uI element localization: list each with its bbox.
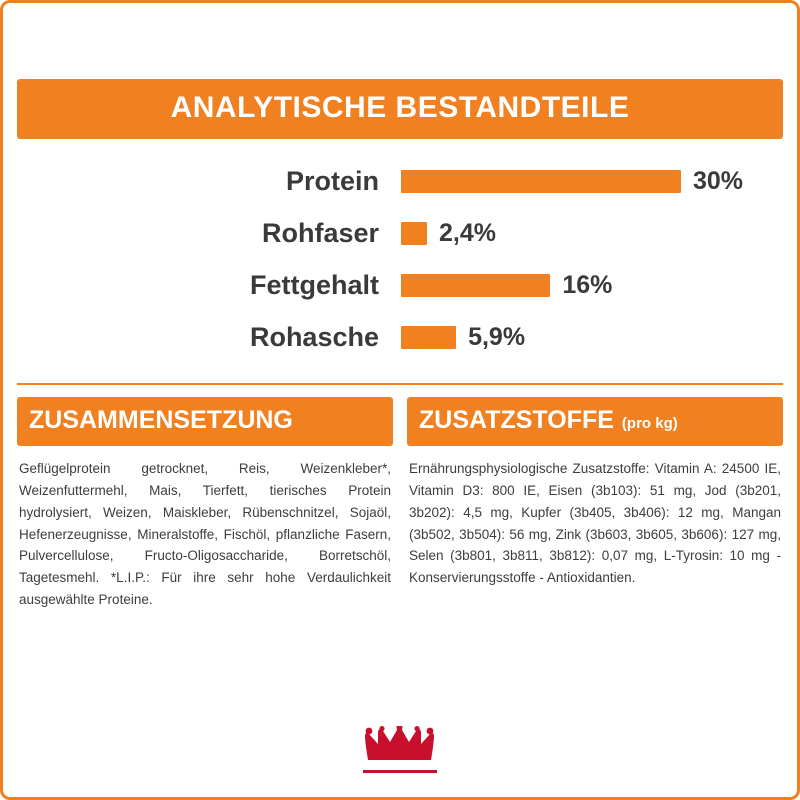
additives-title-text: ZUSATZSTOFFE bbox=[419, 406, 614, 434]
nutrient-bar-track bbox=[401, 167, 779, 196]
composition-title-text: ZUSAMMENSETZUNG bbox=[29, 406, 293, 434]
nutrient-label: Protein bbox=[285, 165, 379, 196]
nutrient-label: Rohasche bbox=[249, 321, 379, 352]
royal-canin-crown-icon bbox=[364, 726, 436, 766]
additives-body: Ernährungsphysiologische Zusatzstoffe: Vitamin A: 24500 IE, Vitamin D3: 800 IE, Eisen (3b103): 51 mg, Jod (3b201, 3b202): 4,5 mg, Kupfer (3b405, 3b406): 12 mg, Mangan (3b502, 3b504): 56 mg, Zink (3b603, 3b605, 3b606): 127 mg, Selen (3b801, 3b811, 3b812): 0,07 mg, L-Tyrosin: 10 mg - Konservierungsstoffe - Antioxidantien. bbox=[409, 461, 781, 586]
section-divider bbox=[17, 383, 783, 385]
nutrient-bar-row bbox=[21, 311, 779, 363]
analytical-components-section bbox=[17, 79, 783, 363]
nutrient-label: Rohfaser bbox=[261, 217, 379, 248]
composition-body: Geflügelprotein getrocknet, Reis, Weizenkleber*, Weizenfuttermehl, Mais, Tierfett, tierisches Protein hydrolysiert, Weizen, Maiskleber, Rübenschnitzel, Sojaöl, Hefenerzeugnisse, Mineralstoffe, Fischöl, pflanzliche Fasern, Pulvercellulose, Fructo-Oligosaccharide, Borretschöl, Tagetesmehl. *L.I.P.: Für ihre sehr hohe Verdaulichkeit ausgewählte Proteine. bbox=[19, 461, 391, 608]
nutrient-value: 16% bbox=[562, 270, 613, 299]
composition-column bbox=[17, 397, 393, 611]
nutrient-bar-fill bbox=[401, 326, 456, 349]
nutrient-bar-row bbox=[21, 207, 779, 259]
nutrient-bar-row bbox=[21, 259, 779, 311]
info-columns bbox=[17, 397, 783, 611]
additives-column bbox=[407, 397, 783, 611]
nutrient-bar-fill bbox=[401, 222, 427, 245]
nutrient-value: 30% bbox=[693, 166, 744, 195]
nutrient-bar-fill bbox=[401, 274, 550, 297]
nutrient-bar-track bbox=[401, 323, 779, 352]
nutrient-value: 5,9% bbox=[468, 322, 526, 351]
additives-title-subtext: (pro kg) bbox=[621, 415, 678, 432]
additives-title bbox=[407, 397, 783, 446]
nutrient-bar-chart bbox=[17, 155, 783, 363]
nutrient-bar-track bbox=[401, 219, 779, 248]
brand-logo bbox=[3, 726, 797, 773]
nutrient-bar-row bbox=[21, 155, 779, 207]
nutrient-bar-track bbox=[401, 271, 779, 300]
nutrient-bar-fill bbox=[401, 170, 681, 193]
nutrient-label: Fettgehalt bbox=[249, 269, 379, 300]
composition-title bbox=[17, 397, 393, 446]
analytical-components-title: ANALYTISCHE BESTANDTEILE bbox=[17, 79, 783, 139]
logo-underline bbox=[363, 770, 437, 773]
nutrient-value: 2,4% bbox=[439, 218, 496, 247]
